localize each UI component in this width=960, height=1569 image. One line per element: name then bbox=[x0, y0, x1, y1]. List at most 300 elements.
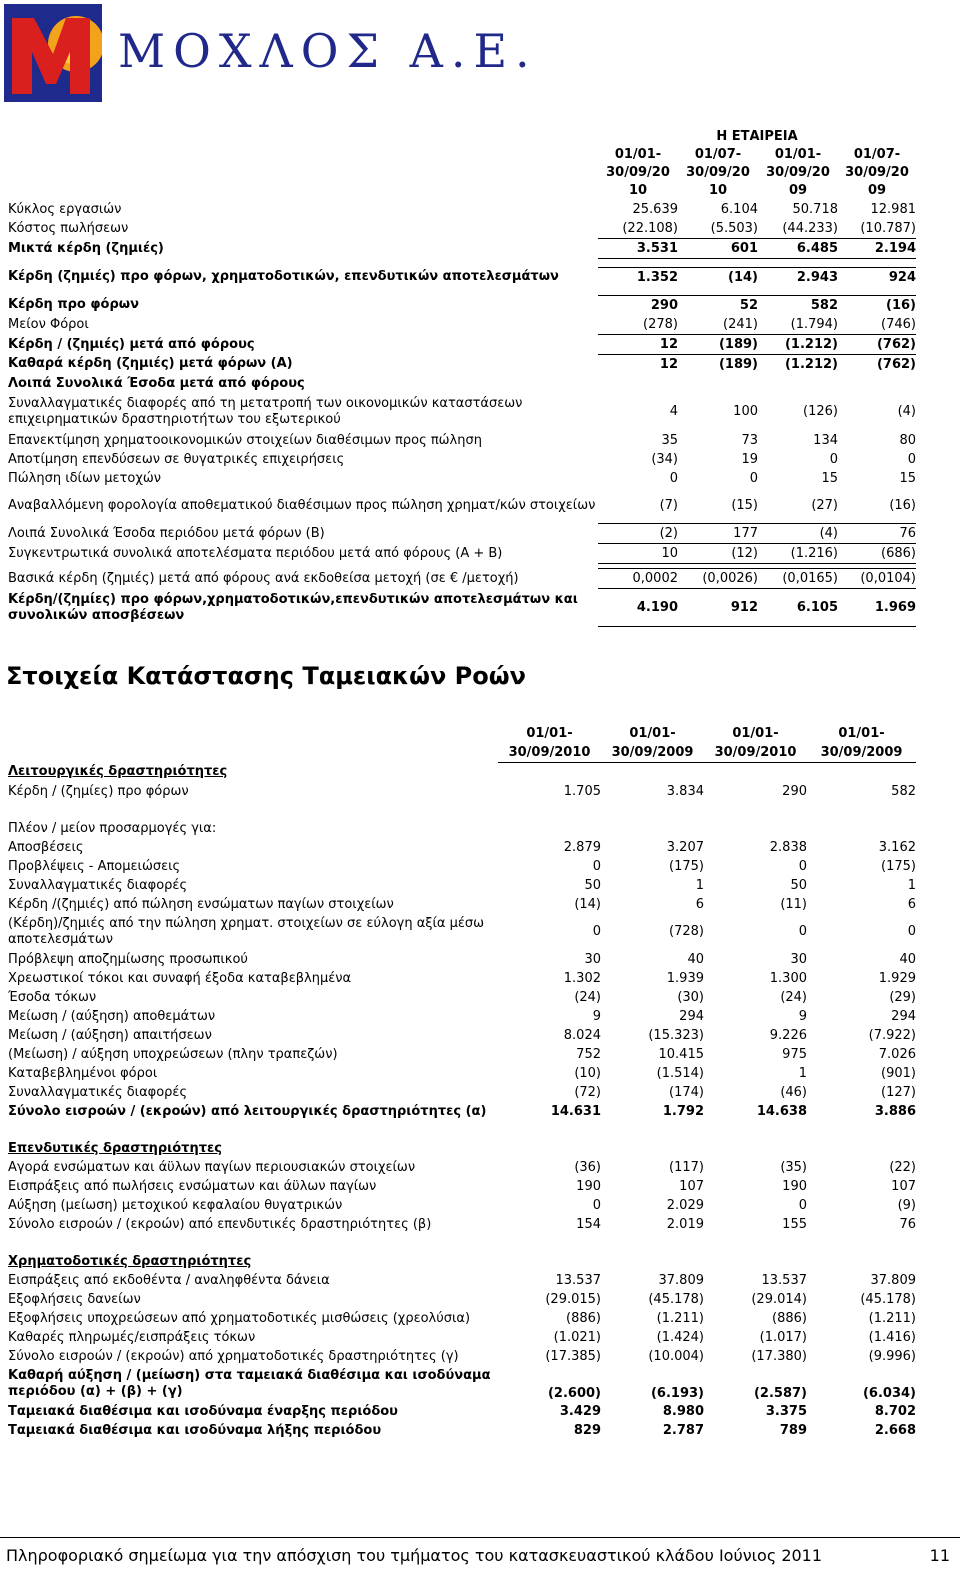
cell-value: (35) bbox=[780, 1159, 807, 1175]
cell-value: 9.226 bbox=[769, 1027, 807, 1043]
cell-value: 582 bbox=[891, 783, 916, 799]
table-row bbox=[8, 857, 916, 876]
cell-value: (6.193) bbox=[650, 1386, 704, 1401]
spacer-row bbox=[8, 488, 916, 496]
cell-value: 40 bbox=[899, 951, 916, 967]
cell-value: (16) bbox=[838, 296, 916, 316]
cell-value: (17.385) bbox=[545, 1348, 601, 1364]
cell-value: 107 bbox=[679, 1178, 704, 1194]
cell-value bbox=[704, 763, 807, 783]
cell-value: 2.838 bbox=[769, 839, 807, 855]
cell-value: 0 bbox=[798, 924, 807, 939]
row-label: Συγκεντρωτικά συνολικά αποτελέσματα περιόδου μετά από φόρους (Α + Β) bbox=[8, 545, 503, 561]
row-label: Καθαρά κέρδη (ζημιές) μετά φόρων (Α) bbox=[8, 356, 293, 372]
row-label: Κύκλος εργασιών bbox=[8, 201, 122, 217]
cell-value: 0 bbox=[907, 924, 916, 939]
spacer-row bbox=[8, 801, 916, 819]
cell-value: (2.600) bbox=[547, 1386, 601, 1401]
cell-value: 2.029 bbox=[666, 1197, 704, 1213]
table-row bbox=[8, 355, 916, 375]
period-header: 01/01- bbox=[526, 725, 573, 741]
cell-value: (45.178) bbox=[648, 1291, 704, 1307]
cell-value: 1 bbox=[695, 877, 704, 893]
cell-value: (1.212) bbox=[758, 335, 838, 355]
cell-value bbox=[678, 374, 758, 393]
row-label: Πώληση ιδίων μετοχών bbox=[8, 470, 161, 486]
row-label: Μείωση / (αύξηση) αποθεμάτων bbox=[8, 1008, 216, 1024]
table-row bbox=[8, 219, 916, 239]
cell-value: 0 bbox=[749, 470, 758, 486]
cell-value: (24) bbox=[574, 989, 601, 1005]
table-row bbox=[8, 315, 916, 335]
period-header: 01/07- bbox=[694, 147, 742, 162]
cell-value bbox=[758, 374, 838, 393]
table-row bbox=[8, 374, 916, 393]
table-row bbox=[8, 950, 916, 969]
cell-value bbox=[807, 763, 916, 783]
row-label: Εξοφλήσεις δανείων bbox=[8, 1291, 141, 1307]
cell-value: (886) bbox=[566, 1310, 601, 1326]
row-label: Βασικά κέρδη (ζημιές) μετά από φόρους ανά εκδοθείσα μετοχή (σε € /μετοχή) bbox=[8, 570, 519, 586]
spacer bbox=[8, 128, 598, 146]
row-label: Σύνολο εισροών / (εκροών) από χρηματοδοτικές δραστηριότητες (γ) bbox=[8, 1348, 459, 1364]
section-heading-row bbox=[8, 1139, 916, 1158]
period-header: 10 bbox=[628, 183, 648, 198]
cell-value: 3.886 bbox=[874, 1103, 916, 1119]
row-label: Αύξηση (μείωση) μετοχικού κεφαλαίου θυγατρικών bbox=[8, 1197, 343, 1213]
table-row bbox=[8, 450, 916, 469]
period-header-row bbox=[8, 743, 916, 763]
page-number: 11 bbox=[929, 1546, 950, 1565]
cell-value: 290 bbox=[598, 296, 678, 316]
cell-value: 14.631 bbox=[550, 1103, 601, 1119]
cashflow-title: Στοιχεία Κατάστασης Ταμειακών Ροών bbox=[6, 662, 526, 690]
cell-value: (7.922) bbox=[868, 1027, 916, 1043]
cell-value: (4) bbox=[897, 404, 916, 419]
table-row bbox=[8, 296, 916, 316]
cell-value bbox=[704, 819, 807, 838]
cell-value: (174) bbox=[669, 1084, 704, 1100]
table-row bbox=[8, 1347, 916, 1366]
table-row bbox=[8, 988, 916, 1007]
cell-value: 7.026 bbox=[878, 1046, 916, 1062]
cell-value: 13.537 bbox=[555, 1272, 601, 1288]
cell-value: (241) bbox=[723, 316, 758, 332]
footer-text: Πληροφοριακό σημείωμα για την απόσχιση του τμήματος του κατασκευαστικού κλάδου Ιούνιος 2011 bbox=[6, 1546, 823, 1565]
entity-label: Η ΕΤΑΙΡΕΙΑ bbox=[716, 129, 798, 144]
table-row bbox=[8, 569, 916, 589]
period-header: 01/01- bbox=[774, 147, 822, 162]
cell-value: 50.718 bbox=[792, 201, 838, 217]
cell-value: (34) bbox=[651, 451, 678, 467]
cell-value: 294 bbox=[891, 1008, 916, 1024]
spacer-row bbox=[8, 287, 916, 296]
table-row bbox=[8, 838, 916, 857]
cell-value: 80 bbox=[899, 432, 916, 448]
cell-value: (10.787) bbox=[838, 219, 916, 239]
logo-mark-icon bbox=[4, 4, 102, 102]
row-label: Μείωση / (αύξηση) απαιτήσεων bbox=[8, 1027, 212, 1043]
cell-value: 1 bbox=[798, 1065, 807, 1081]
cell-value: (175) bbox=[881, 858, 916, 874]
table-row bbox=[8, 431, 916, 450]
period-header-row bbox=[8, 182, 916, 200]
row-label: Συναλλαγματικές διαφορές από τη μετατροπή των οικονομικών καταστάσεων επιχειρηματικών δραστηριοτήτων του εξωτερικού bbox=[8, 396, 523, 427]
cell-value: 3.375 bbox=[765, 1403, 807, 1419]
cell-value: 1.705 bbox=[563, 783, 601, 799]
cell-value: 0 bbox=[829, 451, 838, 467]
spacer-row bbox=[8, 259, 916, 268]
cell-value: 13.537 bbox=[761, 1272, 807, 1288]
cell-value: (1.017) bbox=[759, 1329, 807, 1345]
table-row bbox=[8, 1328, 916, 1347]
cell-value: (14) bbox=[574, 896, 601, 912]
row-label: Έσοδα τόκων bbox=[8, 989, 97, 1005]
table-row bbox=[8, 1177, 916, 1196]
cell-value: (22) bbox=[889, 1159, 916, 1175]
cell-value bbox=[601, 819, 704, 838]
cell-value: 15 bbox=[821, 470, 838, 486]
cell-value: (7) bbox=[659, 497, 678, 513]
cell-value: 25.639 bbox=[632, 201, 678, 217]
cell-value: 2.787 bbox=[662, 1422, 704, 1438]
cell-value: 1.300 bbox=[769, 970, 807, 986]
cell-value: 1.352 bbox=[598, 268, 678, 288]
table-row bbox=[8, 1064, 916, 1083]
cell-value: (9) bbox=[897, 1197, 916, 1213]
cell-value: (746) bbox=[881, 316, 916, 332]
cell-value bbox=[498, 1139, 601, 1158]
cell-value: (29.015) bbox=[545, 1291, 601, 1307]
cell-value: 6.485 bbox=[758, 239, 838, 259]
cell-value: (14) bbox=[678, 268, 758, 288]
cell-value: 2.019 bbox=[666, 1216, 704, 1232]
cell-value: 9 bbox=[798, 1008, 807, 1024]
company-logo bbox=[4, 4, 554, 104]
period-header: 30/09/2010 bbox=[704, 743, 807, 763]
table-row bbox=[8, 496, 916, 515]
cell-value: 1.929 bbox=[878, 970, 916, 986]
table-row bbox=[8, 1309, 916, 1328]
cell-value: 912 bbox=[678, 589, 758, 627]
cell-value bbox=[601, 1139, 704, 1158]
table-row bbox=[8, 1290, 916, 1309]
entity-row bbox=[8, 128, 916, 146]
row-label: Προβλέψεις - Απομειώσεις bbox=[8, 858, 181, 874]
row-label: Σύνολο εισροών / (εκροών) από επενδυτικές δραστηριότητες (β) bbox=[8, 1216, 432, 1232]
cell-value: (30) bbox=[677, 989, 704, 1005]
row-label: Καταβεβλημένοι φόροι bbox=[8, 1065, 158, 1081]
table-row bbox=[8, 544, 916, 564]
cell-value: 154 bbox=[576, 1216, 601, 1232]
cell-value bbox=[598, 374, 678, 393]
cell-value: 0 bbox=[592, 1197, 601, 1213]
cell-value: 789 bbox=[779, 1422, 807, 1438]
cell-value bbox=[704, 1252, 807, 1271]
cell-value: 6 bbox=[695, 896, 704, 912]
cell-value: 134 bbox=[813, 432, 838, 448]
cashflow-table bbox=[8, 724, 916, 1440]
cell-value: 50 bbox=[790, 877, 807, 893]
cell-value: 107 bbox=[891, 1178, 916, 1194]
period-header-row bbox=[8, 146, 916, 164]
period-header: 09 bbox=[867, 183, 887, 198]
row-label: Κέρδη / (ζημιές) μετά από φόρους bbox=[8, 336, 255, 352]
cell-value: (72) bbox=[574, 1084, 601, 1100]
table-row bbox=[8, 393, 916, 431]
cell-value: 1.969 bbox=[838, 589, 916, 627]
row-label: (Κέρδη)/ζημιές από την πώληση χρηματ. στοιχείων σε εύλογη αξία μέσω αποτελεσμάτων bbox=[8, 916, 485, 947]
row-label: Επανεκτίμηση χρηματοοικονομικών στοιχείων διαθέσιμων προς πώληση bbox=[8, 432, 482, 448]
cell-value: 35 bbox=[661, 432, 678, 448]
cell-value: 4.190 bbox=[598, 589, 678, 627]
cell-value: 12.981 bbox=[870, 201, 916, 217]
cell-value: 15 bbox=[899, 470, 916, 486]
cell-value: 0 bbox=[907, 451, 916, 467]
cell-value: 50 bbox=[584, 877, 601, 893]
cell-value: (189) bbox=[678, 335, 758, 355]
cell-value: (22.108) bbox=[598, 219, 678, 239]
row-label: Επενδυτικές δραστηριότητες bbox=[8, 1140, 222, 1156]
cell-value: (1.216) bbox=[758, 544, 838, 564]
cell-value: (126) bbox=[803, 404, 838, 419]
cell-value: 3.429 bbox=[559, 1403, 601, 1419]
cell-value: (886) bbox=[772, 1310, 807, 1326]
period-header: 01/01- bbox=[629, 725, 676, 741]
cell-value: 8.024 bbox=[563, 1027, 601, 1043]
cell-value: (29.014) bbox=[751, 1291, 807, 1307]
spacer bbox=[8, 164, 598, 182]
row-label: Αναβαλλόμενη φορολογία αποθεματικού διαθέσιμων προς πώληση χρηματ/κών στοιχείων bbox=[8, 497, 596, 513]
cell-value: 12 bbox=[598, 355, 678, 375]
cell-value: (2.587) bbox=[753, 1386, 807, 1401]
row-label: Συναλλαγματικές διαφορές bbox=[8, 877, 188, 893]
table-row bbox=[8, 1045, 916, 1064]
table-row bbox=[8, 895, 916, 914]
cell-value: 0 bbox=[669, 470, 678, 486]
cell-value: (15) bbox=[731, 497, 758, 513]
cell-value: 30 bbox=[790, 951, 807, 967]
cell-value: 100 bbox=[733, 404, 758, 419]
row-label: Σύνολο εισροών / (εκροών) από λειτουργικές δραστηριότητες (α) bbox=[8, 1103, 487, 1119]
cell-value bbox=[498, 819, 601, 838]
cell-value bbox=[704, 1139, 807, 1158]
cell-value: 10 bbox=[598, 544, 678, 564]
row-label: Κέρδη (ζημιές) προ φόρων, χρηματοδοτικών, επενδυτικών αποτελεσμάτων bbox=[8, 269, 559, 285]
cell-value bbox=[601, 1252, 704, 1271]
period-header: 01/01- bbox=[732, 725, 779, 741]
row-label: Αποτίμηση επενδύσεων σε θυγατρικές επιχειρήσεις bbox=[8, 451, 345, 467]
cell-value: 3.834 bbox=[666, 783, 704, 799]
row-label: Κόστος πωλήσεων bbox=[8, 220, 129, 236]
cell-value: (1.424) bbox=[656, 1329, 704, 1345]
period-header: 30/09/2009 bbox=[807, 743, 916, 763]
row-label: Χρηματοδοτικές δραστηριότητες bbox=[8, 1253, 252, 1269]
cell-value: 76 bbox=[899, 1216, 916, 1232]
cell-value: (0,0104) bbox=[838, 569, 916, 589]
cell-value: (24) bbox=[780, 989, 807, 1005]
cell-value: 14.638 bbox=[756, 1103, 807, 1119]
table-row bbox=[8, 335, 916, 355]
spacer-row bbox=[8, 515, 916, 524]
cell-value bbox=[838, 374, 916, 393]
cell-value: (45.178) bbox=[860, 1291, 916, 1307]
row-label: Λοιπά Συνολικά Έσοδα περιόδου μετά φόρων (Β) bbox=[8, 525, 325, 541]
cell-value: 752 bbox=[576, 1046, 601, 1062]
table-row bbox=[8, 200, 916, 219]
table-row bbox=[8, 1421, 916, 1440]
cell-value: (9.996) bbox=[868, 1348, 916, 1364]
table-row bbox=[8, 969, 916, 988]
cell-value: 52 bbox=[678, 296, 758, 316]
row-label: (Μείωση) / αύξηση υποχρεώσεων (πλην τραπεζών) bbox=[8, 1046, 338, 1062]
table-row bbox=[8, 524, 916, 544]
cell-value: 73 bbox=[741, 432, 758, 448]
period-header: 30/09/2010 bbox=[498, 743, 601, 763]
cell-value: (6.034) bbox=[862, 1386, 916, 1401]
cell-value bbox=[807, 819, 916, 838]
table-row bbox=[8, 1083, 916, 1102]
table-row bbox=[8, 1366, 916, 1402]
cell-value: 1.302 bbox=[563, 970, 601, 986]
row-label: Εισπράξεις από εκδοθέντα / αναληφθέντα δάνεια bbox=[8, 1272, 330, 1288]
row-label: Πλέον / μείον προσαρμογές για: bbox=[8, 820, 217, 836]
cell-value: 294 bbox=[679, 1008, 704, 1024]
row-label: Συναλλαγματικές διαφορές bbox=[8, 1084, 188, 1100]
cell-value: (278) bbox=[643, 316, 678, 332]
cell-value: (175) bbox=[669, 858, 704, 874]
cell-value bbox=[498, 763, 601, 783]
cell-value: (5.503) bbox=[678, 219, 758, 239]
row-label: Καθαρή αύξηση / (μείωση) στα ταμειακά διαθέσιμα και ισοδύναμα περιόδου (α) + (β) + (γ) bbox=[8, 1368, 491, 1399]
cell-value bbox=[601, 763, 704, 783]
spacer bbox=[8, 743, 498, 763]
spacer bbox=[8, 724, 498, 743]
cell-value: 177 bbox=[678, 524, 758, 544]
table-row bbox=[8, 1215, 916, 1234]
table-row bbox=[8, 876, 916, 895]
cell-value: (1.211) bbox=[656, 1310, 704, 1326]
income-statement-table bbox=[8, 128, 916, 627]
period-header-row bbox=[8, 164, 916, 182]
row-label: Ταμειακά διαθέσιμα και ισοδύναμα λήξης περιόδου bbox=[8, 1422, 382, 1438]
cell-value: (686) bbox=[838, 544, 916, 564]
cell-value: 1.792 bbox=[662, 1103, 704, 1119]
row-label: Λοιπά Συνολικά Έσοδα μετά από φόρους bbox=[8, 375, 305, 391]
table-row bbox=[8, 589, 916, 627]
cell-value: 37.809 bbox=[870, 1272, 916, 1288]
row-label: Λειτουργικές δραστηριότητες bbox=[8, 764, 228, 780]
cell-value: 9 bbox=[592, 1008, 601, 1024]
row-label: Καθαρές πληρωμές/εισπράξεις τόκων bbox=[8, 1329, 256, 1345]
cell-value: (2) bbox=[598, 524, 678, 544]
cell-value: (189) bbox=[678, 355, 758, 375]
cell-value: 829 bbox=[573, 1422, 601, 1438]
cell-value: (4) bbox=[758, 524, 838, 544]
cell-value: (1.212) bbox=[758, 355, 838, 375]
cell-value: 2.194 bbox=[838, 239, 916, 259]
cell-value: 0 bbox=[798, 1197, 807, 1213]
period-header: 09 bbox=[788, 183, 808, 198]
table-row bbox=[8, 1007, 916, 1026]
cell-value: (1.211) bbox=[868, 1310, 916, 1326]
period-header: 30/09/20 bbox=[606, 165, 670, 180]
cell-value: (44.233) bbox=[758, 219, 838, 239]
row-label: Χρεωστικοί τόκοι και συναφή έξοδα καταβεβλημένα bbox=[8, 970, 352, 986]
cell-value: (10) bbox=[574, 1065, 601, 1081]
section-heading-row bbox=[8, 763, 916, 783]
cell-value: (1.794) bbox=[790, 316, 838, 332]
row-label: Εισπράξεις από πωλήσεις ενσώματων και άϋλων παγίων bbox=[8, 1178, 377, 1194]
cell-value: (36) bbox=[574, 1159, 601, 1175]
period-header: 30/09/20 bbox=[845, 165, 909, 180]
table-row bbox=[8, 1102, 916, 1121]
cell-value: (1.416) bbox=[868, 1329, 916, 1345]
cell-value: 190 bbox=[782, 1178, 807, 1194]
cell-value: 4 bbox=[669, 404, 678, 419]
cell-value bbox=[807, 1139, 916, 1158]
cell-value: (11) bbox=[780, 896, 807, 912]
table-row bbox=[8, 819, 916, 838]
row-label: Ταμειακά διαθέσιμα και ισοδύναμα έναρξης περιόδου bbox=[8, 1403, 398, 1419]
cell-value: (0,0026) bbox=[678, 569, 758, 589]
cell-value: 3.531 bbox=[598, 239, 678, 259]
cell-value: 190 bbox=[576, 1178, 601, 1194]
cell-value: (17.380) bbox=[751, 1348, 807, 1364]
row-label: Κέρδη προ φόρων bbox=[8, 297, 139, 313]
cell-value: (762) bbox=[838, 355, 916, 375]
cell-value: 582 bbox=[758, 296, 838, 316]
cell-value: 1 bbox=[907, 877, 916, 893]
cell-value: 76 bbox=[838, 524, 916, 544]
row-label: Πρόβλεψη αποζημίωσης προσωπικού bbox=[8, 951, 248, 967]
table-row bbox=[8, 1196, 916, 1215]
footer-divider bbox=[0, 1537, 960, 1538]
cell-value bbox=[807, 1252, 916, 1271]
spacer-row bbox=[8, 1121, 916, 1139]
cell-value: (12) bbox=[678, 544, 758, 564]
period-header: 01/01- bbox=[614, 147, 662, 162]
cell-value: 8.980 bbox=[662, 1403, 704, 1419]
cell-value: 6 bbox=[907, 896, 916, 912]
row-label: Αγορά ενσώματων και άϋλων παγίων περιουσιακών στοιχείων bbox=[8, 1159, 416, 1175]
period-header-row bbox=[8, 724, 916, 743]
cell-value: 155 bbox=[782, 1216, 807, 1232]
cell-value: 2.943 bbox=[758, 268, 838, 288]
cell-value: (1.021) bbox=[553, 1329, 601, 1345]
cell-value: 2.668 bbox=[874, 1422, 916, 1438]
period-header: 30/09/2009 bbox=[601, 743, 704, 763]
cell-value: 37.809 bbox=[658, 1272, 704, 1288]
table-row bbox=[8, 914, 916, 950]
row-label: Κέρδη / (ζημίες) προ φόρων bbox=[8, 783, 189, 799]
cell-value: (1.514) bbox=[656, 1065, 704, 1081]
period-header: 30/09/20 bbox=[686, 165, 750, 180]
cell-value: (15.323) bbox=[648, 1027, 704, 1043]
row-label: Μείον Φόροι bbox=[8, 316, 89, 332]
table-row bbox=[8, 1158, 916, 1177]
cell-value: (728) bbox=[669, 924, 704, 939]
table-row bbox=[8, 1026, 916, 1045]
cell-value: 6.105 bbox=[758, 589, 838, 627]
period-header: 01/07- bbox=[853, 147, 901, 162]
cell-value: 3.207 bbox=[666, 839, 704, 855]
cell-value: 975 bbox=[782, 1046, 807, 1062]
cell-value: (27) bbox=[811, 497, 838, 513]
table-row bbox=[8, 469, 916, 488]
cell-value: 0 bbox=[592, 858, 601, 874]
row-label: Εξοφλήσεις υποχρεώσεων από χρηματοδοτικές μισθώσεις (χρεολύσια) bbox=[8, 1310, 471, 1326]
